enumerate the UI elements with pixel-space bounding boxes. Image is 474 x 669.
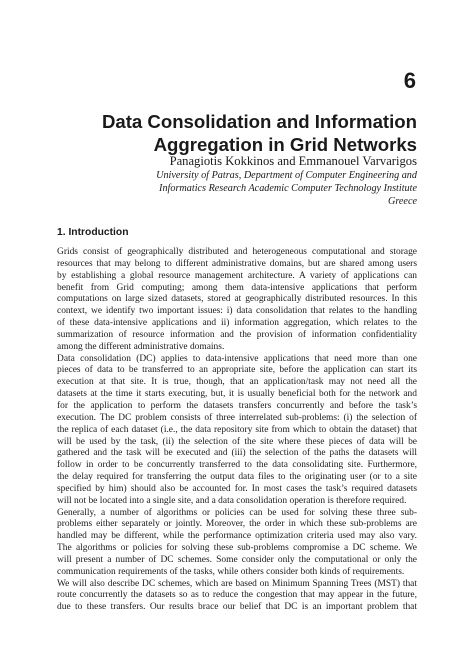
affiliation-line: University of Patras, Department of Computer Engineering and — [156, 170, 417, 181]
text-line: by establishing a global resource management architecture. A variety of applications can — [57, 270, 417, 281]
text-line: execution. The DC problem consists of three interrelated sub-problems: (i) the selection of — [57, 412, 417, 423]
text-line: of these data-intensive applications and ii) information aggregation, which relates to the — [57, 318, 417, 329]
text-line: problems either separately or jointly. Moreover, the order in which these sub-problems are — [57, 519, 417, 530]
text-line: will present a number of DC schemes. Some consider only the computational or only the — [57, 554, 417, 565]
text-line: route concurrently the datasets so as to reduce the congestion that may appear in the future, — [57, 590, 417, 601]
text-line: summarization of resource information and the provision of information confidentiality — [57, 329, 417, 340]
text-line: Grids consist of geographically distributed and heterogeneous computational and storage — [57, 247, 417, 257]
text-line: gathered and the task will be executed and (iii) the selection of the paths the datasets will — [57, 448, 417, 459]
text-line: context, we identify two important issues: i) data consolidation that relates to the handling — [57, 306, 417, 317]
text-line: the delay required for transferring the output data files to the originating user (or to a site — [57, 472, 417, 483]
text-line: handled may be different, while the performance optimization criteria used may also vary. — [57, 531, 417, 542]
chapter-title-line: Data Consolidation and Information — [101, 111, 417, 132]
author-affiliation — [57, 170, 417, 208]
text-line: communication requirements of the tasks, while others consider both kinds of requirements. — [57, 566, 405, 577]
text-line: benefit from Grid computing; among them data-intensive applications that perform — [57, 282, 417, 293]
text-line: datasets at the time it starts executing, but, it is usually beneficial both for the network and — [57, 389, 417, 400]
text-line: execution at that site. It is true, though, that an application/task may not need all the — [57, 377, 417, 388]
text-line: will be used by the task, (ii) the selection of the site where these pieces of data will be — [57, 436, 417, 447]
text-line: will not be located into a single site, and a data consolidation operation is therefore required. — [57, 495, 407, 506]
affiliation-line: Greece — [387, 195, 417, 207]
chapter-title — [57, 110, 417, 156]
text-line: pieces of data to be transferred to an appropriate site, before the application can start its — [57, 365, 417, 376]
chapter-number: 6 — [403, 68, 416, 93]
text-line: computations on large sized datasets, stored at geographically distributed resources. In this — [57, 294, 417, 305]
text-line: among the different administrative domains. — [57, 341, 225, 352]
text-line: specified by him) should also be accounted for. In most cases the task’s required datasets — [57, 483, 417, 494]
text-line: follow in order to be concurrently transferred to the data consolidating site. Furthermore, — [57, 460, 417, 471]
chapter-title-line: Aggregation in Grid Networks — [153, 134, 417, 155]
paragraph-2 — [57, 354, 417, 615]
text-line: Generally, a number of algorithms or policies can be used for solving these three sub- — [57, 507, 417, 518]
text-line: resources that may belong to different administrative domains, but are shared among users — [57, 258, 417, 269]
section-body — [57, 247, 417, 614]
section-heading: 1. Introduction — [57, 227, 129, 238]
text-line: the replica of each dataset (i.e., the data repository site from which to obtain the dataset) that — [57, 424, 417, 435]
text-line: We will also describe DC schemes, which are based on Minimum Spanning Trees (MST) that — [57, 578, 417, 589]
paragraph-1 — [57, 247, 417, 354]
text-line: for the application to perform the datasets transfers concurrently and before the task’s — [57, 400, 417, 411]
text-line: Data consolidation (DC) applies to data-intensive applications that need more than one — [57, 353, 417, 364]
affiliation-line: Informatics Research Academic Computer Technology Institute — [159, 182, 417, 194]
chapter-authors: Panagiotis Kokkinos and Emmanouel Varvarigos — [169, 154, 417, 168]
text-line: The algorithms or policies for solving these sub-problems compromise a DC scheme. We — [57, 543, 417, 554]
text-line: due to these transfers. Our results brace our belief that DC is an important problem that — [57, 602, 417, 613]
